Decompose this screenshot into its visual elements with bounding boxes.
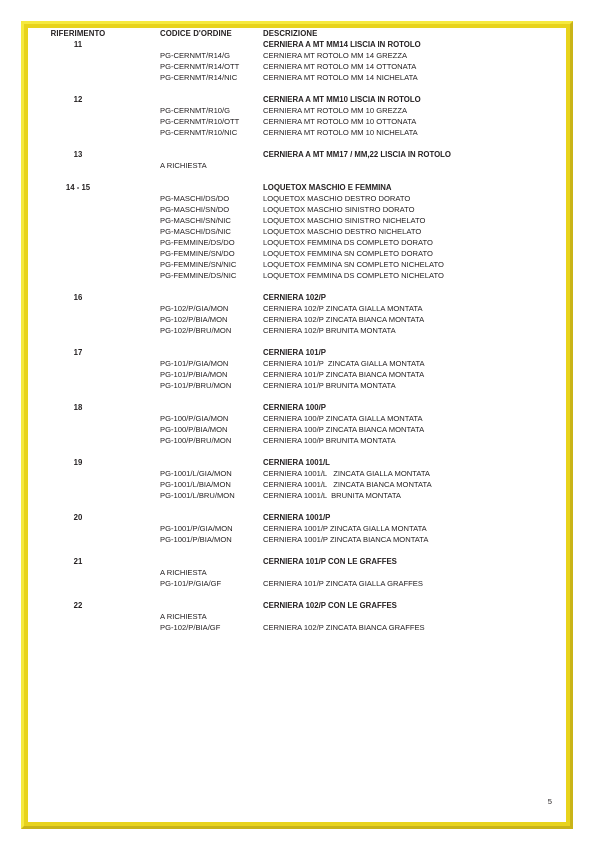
reference-cell-empty xyxy=(28,226,124,237)
column-header-descrizione: DESCRIZIONE xyxy=(263,29,318,38)
code-cell-empty xyxy=(124,556,258,567)
table-header-row xyxy=(28,28,566,39)
section-title: CERNIERA 101/P CON LE GRAFFES xyxy=(263,557,397,566)
reference-cell-empty xyxy=(28,578,124,589)
table-row xyxy=(28,424,566,435)
order-code: PG-1001/L/GIA/MON xyxy=(160,469,232,478)
reference-cell-empty xyxy=(28,105,124,116)
table-row xyxy=(28,490,566,501)
reference-cell-empty xyxy=(28,215,124,226)
code-cell-empty xyxy=(124,292,258,303)
product-description xyxy=(258,567,566,578)
code-cell-empty xyxy=(124,347,258,358)
order-code: PG-FEMMINE/DS/DO xyxy=(160,238,235,247)
order-code: A RICHIESTA xyxy=(160,161,207,170)
order-code: PG-MASCHI/SN/DO xyxy=(160,205,230,214)
reference-cell-empty xyxy=(28,248,124,259)
code-cell-empty xyxy=(124,182,258,193)
section-spacer xyxy=(28,545,566,556)
section-title: CERNIERA 100/P xyxy=(263,403,326,412)
table-row xyxy=(28,479,566,490)
table-body xyxy=(28,39,566,633)
order-code: PG-101/P/BIA/MON xyxy=(160,370,228,379)
reference-cell-empty xyxy=(28,567,124,578)
reference-cell-empty xyxy=(28,61,124,72)
product-description: LOQUETOX FEMMINA SN COMPLETO NICHELATO xyxy=(263,260,444,269)
reference-cell-empty xyxy=(28,204,124,215)
product-description: CERNIERA 1001/P ZINCATA BIANCA MONTATA xyxy=(263,535,429,544)
reference-cell-empty xyxy=(28,270,124,281)
product-catalog-table xyxy=(28,28,566,633)
code-cell-empty xyxy=(124,39,258,50)
reference-number: 21 xyxy=(73,557,83,566)
order-code: PG-101/P/BRU/MON xyxy=(160,381,232,390)
document-sheet xyxy=(28,28,566,822)
order-code: PG-100/P/BIA/MON xyxy=(160,425,228,434)
product-description: LOQUETOX FEMMINA DS COMPLETO DORATO xyxy=(263,238,433,247)
order-code: PG-FEMMINE/DS/NIC xyxy=(160,271,237,280)
order-code: PG-102/P/BRU/MON xyxy=(160,326,232,335)
section-spacer xyxy=(28,589,566,600)
product-description: CERNIERA 1001/L ZINCATA GIALLA MONTATA xyxy=(263,469,430,478)
product-description: CERNIERA MT ROTOLO MM 10 OTTONATA xyxy=(263,117,417,126)
table-row xyxy=(28,369,566,380)
product-description: CERNIERA 102/P ZINCATA GIALLA MONTATA xyxy=(263,304,423,313)
section-spacer xyxy=(28,501,566,512)
section-spacer xyxy=(28,281,566,292)
section-title: CERNIERA A MT MM14 LISCIA IN ROTOLO xyxy=(263,40,421,49)
order-code: PG-102/P/BIA/MON xyxy=(160,315,228,324)
table-row xyxy=(28,72,566,83)
table-row xyxy=(28,215,566,226)
order-code: PG-1001/P/BIA/MON xyxy=(160,535,232,544)
section-header-row xyxy=(28,39,566,50)
order-code: PG-1001/L/BIA/MON xyxy=(160,480,231,489)
section-spacer xyxy=(28,138,566,149)
order-code: PG-100/P/BRU/MON xyxy=(160,436,232,445)
reference-cell-empty xyxy=(28,116,124,127)
product-description: CERNIERA MT ROTOLO MM 14 NICHELATA xyxy=(263,73,418,82)
product-description xyxy=(258,160,566,171)
reference-cell-empty xyxy=(28,160,124,171)
product-description: CERNIERA MT ROTOLO MM 14 OTTONATA xyxy=(263,62,417,71)
order-code: PG-CERNMT/R10/NIC xyxy=(160,128,238,137)
order-code: A RICHIESTA xyxy=(160,568,207,577)
table-row xyxy=(28,380,566,391)
order-code: PG-101/P/GIA/MON xyxy=(160,359,229,368)
reference-cell-empty xyxy=(28,424,124,435)
reference-cell-empty xyxy=(28,490,124,501)
reference-number: 14 - 15 xyxy=(65,183,91,192)
code-cell-empty xyxy=(124,457,258,468)
reference-number: 16 xyxy=(73,293,83,302)
section-title: CERNIERA 1001/P xyxy=(263,513,331,522)
order-code: PG-102/P/BIA/GF xyxy=(160,623,221,632)
table-row xyxy=(28,358,566,369)
table-row xyxy=(28,534,566,545)
table-row xyxy=(28,160,566,171)
reference-cell-empty xyxy=(28,193,124,204)
product-description: LOQUETOX FEMMINA DS COMPLETO NICHELATO xyxy=(263,271,444,280)
section-header-row xyxy=(28,182,566,193)
section-spacer xyxy=(28,171,566,182)
product-description: CERNIERA 1001/L ZINCATA BIANCA MONTATA xyxy=(263,480,432,489)
reference-number: 22 xyxy=(73,601,83,610)
product-description: CERNIERA 101/P ZINCATA GIALLA GRAFFES xyxy=(263,579,423,588)
table-row xyxy=(28,248,566,259)
section-header-row xyxy=(28,512,566,523)
reference-cell-empty xyxy=(28,237,124,248)
order-code: PG-MASCHI/DS/DO xyxy=(160,194,230,203)
section-title: CERNIERA 101/P xyxy=(263,348,326,357)
product-description: LOQUETOX FEMMINA SN COMPLETO DORATO xyxy=(263,249,433,258)
reference-cell-empty xyxy=(28,259,124,270)
table-row xyxy=(28,259,566,270)
product-description: LOQUETOX MASCHIO DESTRO DORATO xyxy=(263,194,411,203)
order-code: PG-CERNMT/R10/OTT xyxy=(160,117,240,126)
product-description: CERNIERA MT ROTOLO MM 10 NICHELATA xyxy=(263,128,418,137)
reference-cell-empty xyxy=(28,622,124,633)
section-header-row xyxy=(28,600,566,611)
product-description xyxy=(258,611,566,622)
table-row xyxy=(28,61,566,72)
product-description: CERNIERA 102/P BRUNITA MONTATA xyxy=(263,326,396,335)
reference-cell-empty xyxy=(28,358,124,369)
product-description: LOQUETOX MASCHIO DESTRO NICHELATO xyxy=(263,227,422,236)
reference-number: 19 xyxy=(73,458,83,467)
table-row xyxy=(28,435,566,446)
column-header-codice: CODICE D'ORDINE xyxy=(160,29,232,38)
section-title: LOQUETOX MASCHIO E FEMMINA xyxy=(263,183,392,192)
table-row xyxy=(28,127,566,138)
product-description: CERNIERA 102/P ZINCATA BIANCA GRAFFES xyxy=(263,623,425,632)
reference-cell-empty xyxy=(28,534,124,545)
product-description: CERNIERA 1001/P ZINCATA GIALLA MONTATA xyxy=(263,524,427,533)
product-description: CERNIERA 100/P ZINCATA GIALLA MONTATA xyxy=(263,414,423,423)
reference-cell-empty xyxy=(28,523,124,534)
product-description: CERNIERA 100/P BRUNITA MONTATA xyxy=(263,436,396,445)
product-description: CERNIERA 100/P ZINCATA BIANCA MONTATA xyxy=(263,425,425,434)
section-header-row xyxy=(28,149,566,160)
order-code: PG-CERNMT/R14/G xyxy=(160,51,231,60)
table-row xyxy=(28,270,566,281)
reference-number: 11 xyxy=(73,40,83,49)
section-title: CERNIERA A MT MM10 LISCIA IN ROTOLO xyxy=(263,95,421,104)
section-header-row xyxy=(28,457,566,468)
code-cell-empty xyxy=(124,512,258,523)
section-header-row xyxy=(28,94,566,105)
product-description: LOQUETOX MASCHIO SINISTRO NICHELATO xyxy=(263,216,426,225)
order-code: PG-CERNMT/R14/OTT xyxy=(160,62,240,71)
table-row xyxy=(28,325,566,336)
reference-cell-empty xyxy=(28,72,124,83)
section-title: CERNIERA 102/P CON LE GRAFFES xyxy=(263,601,397,610)
order-code: PG-FEMMINE/SN/DO xyxy=(160,249,235,258)
table-row xyxy=(28,567,566,578)
table-row xyxy=(28,413,566,424)
order-code: PG-FEMMINE/SN/NIC xyxy=(160,260,237,269)
table-row xyxy=(28,226,566,237)
table-row xyxy=(28,116,566,127)
table-row xyxy=(28,523,566,534)
table-header xyxy=(28,28,566,39)
section-header-row xyxy=(28,292,566,303)
section-spacer xyxy=(28,391,566,402)
code-cell-empty xyxy=(124,402,258,413)
section-title: CERNIERA A MT MM17 / MM,22 LISCIA IN ROTOLO xyxy=(263,150,452,159)
section-header-row xyxy=(28,402,566,413)
table-row xyxy=(28,314,566,325)
table-row xyxy=(28,611,566,622)
product-description: LOQUETOX MASCHIO SINISTRO DORATO xyxy=(263,205,415,214)
section-title: CERNIERA 1001/L xyxy=(263,458,330,467)
order-code: PG-1001/P/GIA/MON xyxy=(160,524,233,533)
product-description: CERNIERA 101/P BRUNITA MONTATA xyxy=(263,381,396,390)
order-code: PG-101/P/GIA/GF xyxy=(160,579,222,588)
product-description: CERNIERA MT ROTOLO MM 14 GREZZA xyxy=(263,51,408,60)
order-code: PG-MASCHI/DS/NIC xyxy=(160,227,231,236)
reference-cell-empty xyxy=(28,468,124,479)
reference-cell-empty xyxy=(28,50,124,61)
table-row xyxy=(28,622,566,633)
section-spacer xyxy=(28,83,566,94)
code-cell-empty xyxy=(124,149,258,160)
product-description: CERNIERA 1001/L BRUNITA MONTATA xyxy=(263,491,401,500)
order-code: A RICHIESTA xyxy=(160,612,207,621)
order-code: PG-CERNMT/R14/NIC xyxy=(160,73,238,82)
reference-cell-empty xyxy=(28,380,124,391)
table-row xyxy=(28,105,566,116)
reference-number: 20 xyxy=(73,513,83,522)
product-description: CERNIERA 101/P ZINCATA BIANCA MONTATA xyxy=(263,370,425,379)
reference-number: 13 xyxy=(73,150,83,159)
order-code: PG-100/P/GIA/MON xyxy=(160,414,229,423)
reference-cell-empty xyxy=(28,479,124,490)
order-code: PG-1001/L/BRU/MON xyxy=(160,491,235,500)
table-row xyxy=(28,237,566,248)
reference-cell-empty xyxy=(28,611,124,622)
reference-cell-empty xyxy=(28,435,124,446)
order-code: PG-102/P/GIA/MON xyxy=(160,304,229,313)
reference-cell-empty xyxy=(28,314,124,325)
section-spacer xyxy=(28,336,566,347)
section-spacer xyxy=(28,446,566,457)
reference-number: 12 xyxy=(73,95,83,104)
page-number: 5 xyxy=(547,797,552,806)
reference-number: 17 xyxy=(73,348,83,357)
section-title: CERNIERA 102/P xyxy=(263,293,326,302)
table-row xyxy=(28,193,566,204)
section-header-row xyxy=(28,347,566,358)
table-row xyxy=(28,204,566,215)
reference-cell-empty xyxy=(28,413,124,424)
table-row xyxy=(28,468,566,479)
reference-number: 18 xyxy=(73,403,83,412)
table-row xyxy=(28,578,566,589)
column-header-riferimento: RIFERIMENTO xyxy=(50,29,106,38)
code-cell-empty xyxy=(124,94,258,105)
reference-cell-empty xyxy=(28,127,124,138)
reference-cell-empty xyxy=(28,303,124,314)
order-code: PG-CERNMT/R10/G xyxy=(160,106,231,115)
product-description: CERNIERA MT ROTOLO MM 10 GREZZA xyxy=(263,106,408,115)
order-code: PG-MASCHI/SN/NIC xyxy=(160,216,231,225)
reference-cell-empty xyxy=(28,325,124,336)
product-description: CERNIERA 101/P ZINCATA GIALLA MONTATA xyxy=(263,359,425,368)
product-description: CERNIERA 102/P ZINCATA BIANCA MONTATA xyxy=(263,315,425,324)
section-header-row xyxy=(28,556,566,567)
table-row xyxy=(28,50,566,61)
table-row xyxy=(28,303,566,314)
reference-cell-empty xyxy=(28,369,124,380)
code-cell-empty xyxy=(124,600,258,611)
